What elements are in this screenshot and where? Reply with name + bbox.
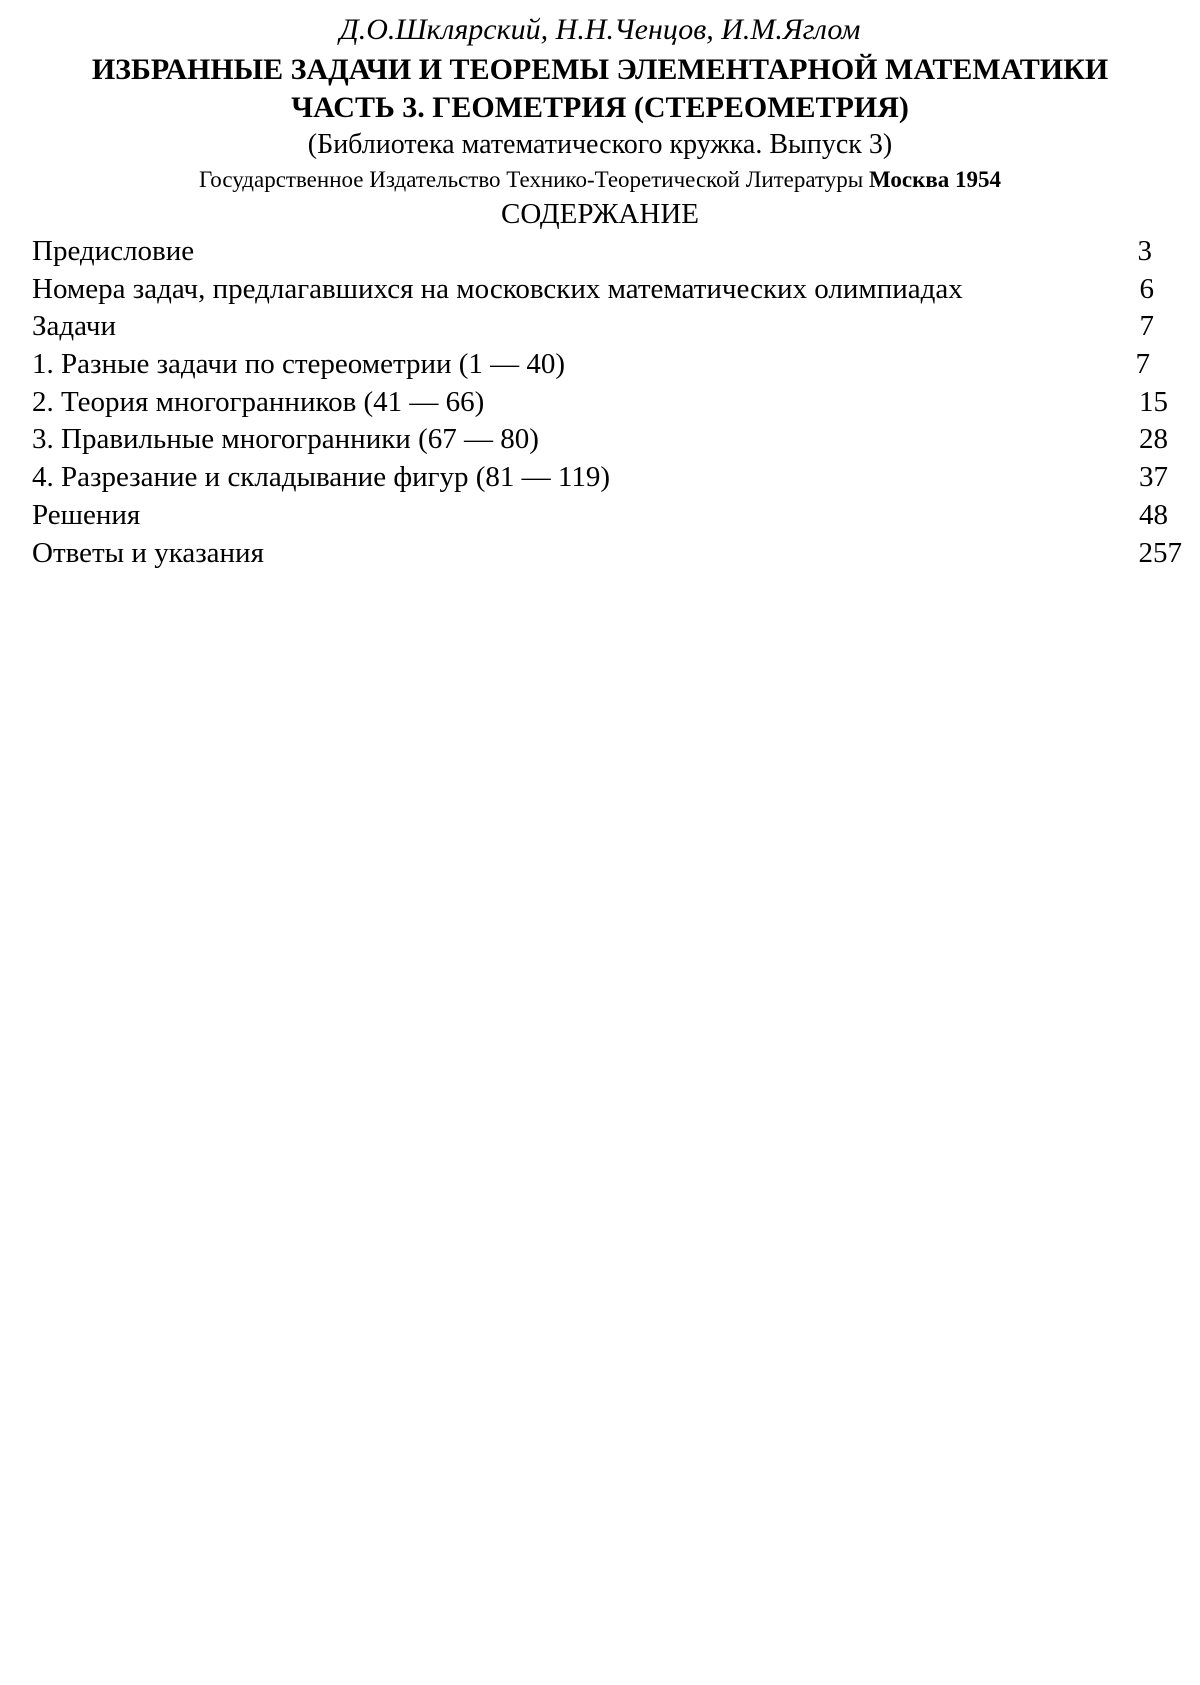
toc-entry-page: 7: [1139, 310, 1154, 343]
publisher-line: [0, 166, 1200, 194]
toc-entry-page: 6: [1139, 272, 1154, 305]
toc-entry-title: Решения: [32, 498, 141, 531]
toc-entry-title: 1. Разные задачи по стереометрии (1 — 40): [32, 348, 566, 381]
toc-entry[interactable]: [32, 497, 1182, 535]
toc-entry-title: 4. Разрезание и складывание фигур (81 — 119): [32, 461, 611, 494]
toc-entry-page: 48: [1139, 498, 1168, 531]
toc-entry-title: Ответы и указания: [32, 536, 264, 569]
toc-entry-page: 37: [1139, 461, 1168, 494]
city-year: Москва 1954: [868, 167, 1001, 192]
toc-entry[interactable]: [32, 271, 1182, 309]
toc-entry[interactable]: [32, 233, 1182, 271]
toc-entry[interactable]: [32, 384, 1182, 422]
series-line: (Библиотека математического кружка. Выпуск 3): [307, 129, 893, 160]
toc-entry-title: Предисловие: [32, 235, 195, 267]
toc-entry-page: 3: [1137, 235, 1152, 267]
toc-entry[interactable]: [32, 308, 1182, 346]
authors-line: Д.О.Шклярский, Н.Н.Ченцов, И.М.Яглом: [339, 13, 861, 46]
toc-entry-page: 7: [1135, 348, 1150, 381]
toc-entry-page: 15: [1139, 385, 1168, 418]
toc-entry-page: 28: [1139, 423, 1168, 456]
toc-entry[interactable]: [32, 459, 1182, 497]
table-of-contents: [32, 233, 1182, 572]
toc-entry[interactable]: [32, 535, 1182, 573]
toc-entry-page: 257: [1138, 536, 1182, 569]
toc-entry-title: Номера задач, предлагавшихся на московских математических олимпиадах: [32, 272, 963, 305]
book-subtitle: ЧАСТЬ 3. ГЕОМЕТРИЯ (СТЕРЕОМЕТРИЯ): [291, 91, 909, 124]
toc-entry-title: 2. Теория многогранников (41 — 66): [32, 385, 485, 418]
toc-entry[interactable]: [32, 421, 1182, 459]
book-title: ИЗБРАННЫЕ ЗАДАЧИ И ТЕОРЕМЫ ЭЛЕМЕНТАРНОЙ МАТЕМАТИКИ: [91, 53, 1109, 86]
contents-heading: СОДЕРЖАНИЕ: [501, 198, 699, 230]
toc-entry-title: Задачи: [32, 310, 116, 343]
toc-entry-title: 3. Правильные многогранники (67 — 80): [32, 423, 539, 456]
toc-entry[interactable]: [32, 346, 1182, 384]
publisher-name: Государственное Издательство Технико-Теоретической Литературы: [198, 167, 864, 192]
